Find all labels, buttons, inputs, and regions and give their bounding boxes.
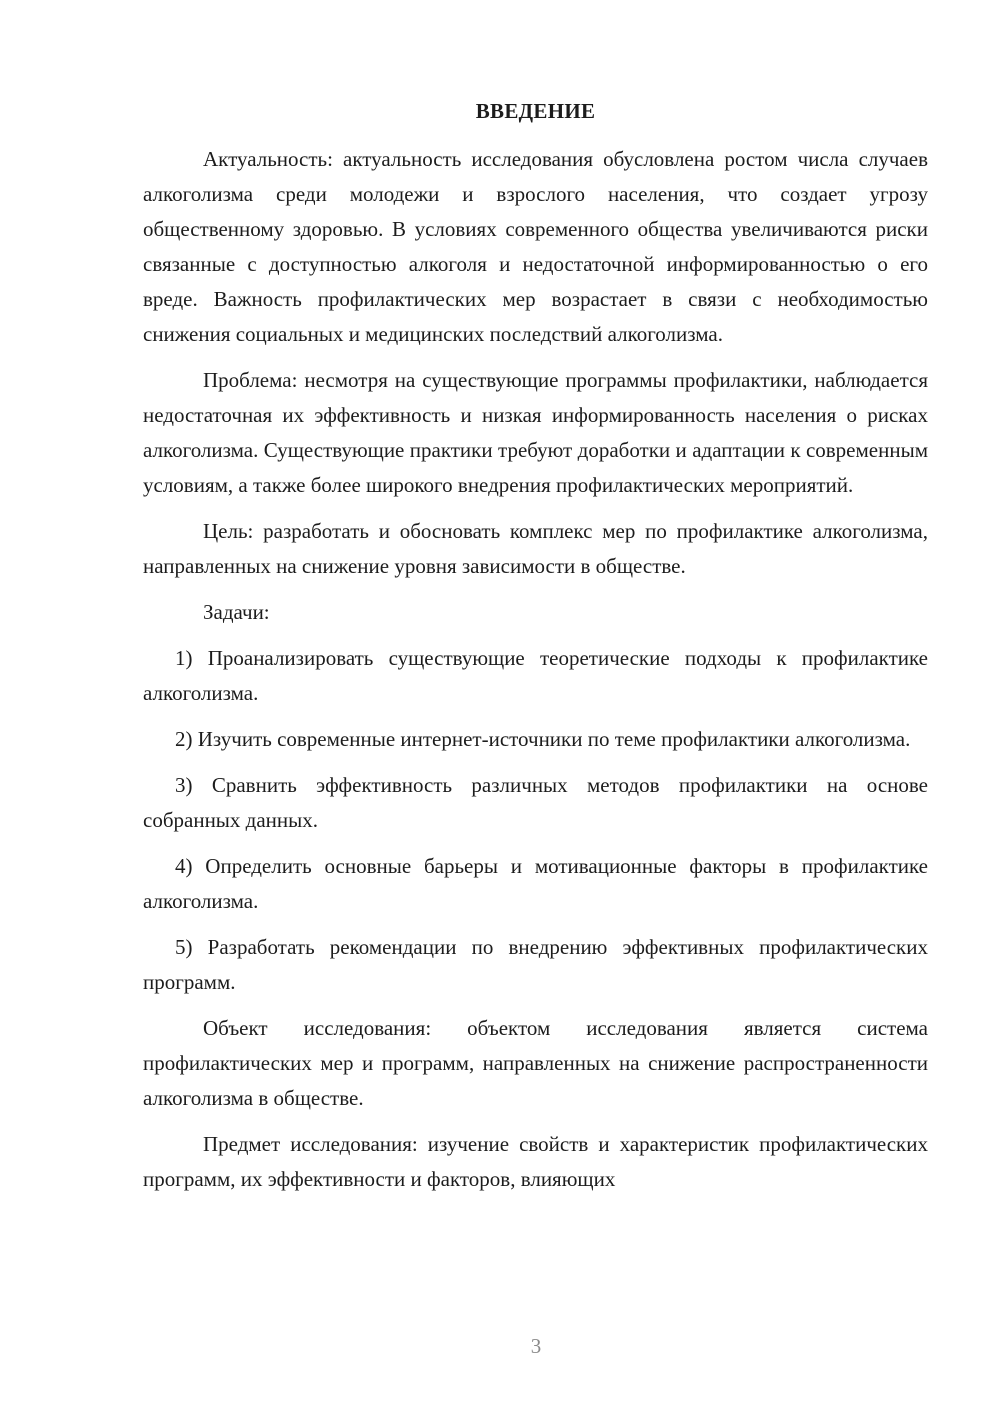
goal-paragraph: Цель: разработать и обосновать комплекс мер по профилактике алкоголизма, направленных на снижение уровня зависимости в обществе. [143,519,928,578]
task-item-3: 3) Сравнить эффективность различных методов профилактики на основе собранных данных. [143,773,928,832]
task-item-2: 2) Изучить современные интернет-источники по теме профилактики алкоголизма. [175,727,911,751]
problem-paragraph: Проблема: несмотря на существующие программы профилактики, наблюдается недостаточная их эффективность и низкая информированность населения о рисках алкоголизма. Существующие практики требуют доработки и адаптации к современным условиям, а также более широкого внедрения профилактических мероприятий. [143,368,928,497]
page-number: 3 [530,1334,542,1358]
page-body [143,96,928,1208]
subject-paragraph: Предмет исследования: изучение свойств и характеристик профилактических программ, их эффективности и факторов, влияющих [143,1132,928,1191]
object-paragraph: Объект исследования: объектом исследования является система профилактических мер и программ, направленных на снижение распространенности алкоголизма в обществе. [143,1016,928,1110]
section-title: ВВЕДЕНИЕ [475,99,596,123]
task-item-5: 5) Разработать рекомендации по внедрению эффективных профилактических программ. [143,935,928,994]
tasks-heading: Задачи: [203,600,270,624]
relevance-paragraph: Актуальность: актуальность исследования обусловлена ростом числа случаев алкоголизма среди молодежи и взрослого населения, что создает угрозу общественному здоровью. В условиях современного общества увеличиваются риски связанные с доступностью алкоголя и недостаточной информированностью о его вреде. Важность профилактических мер возрастает в связи с необходимостью снижения социальных и медицинских последствий алкоголизма. [143,147,928,346]
task-item-1: 1) Проанализировать существующие теоретические подходы к профилактике алкоголизма. [143,646,928,705]
task-item-4: 4) Определить основные барьеры и мотивационные факторы в профилактике алкоголизма. [143,854,928,913]
